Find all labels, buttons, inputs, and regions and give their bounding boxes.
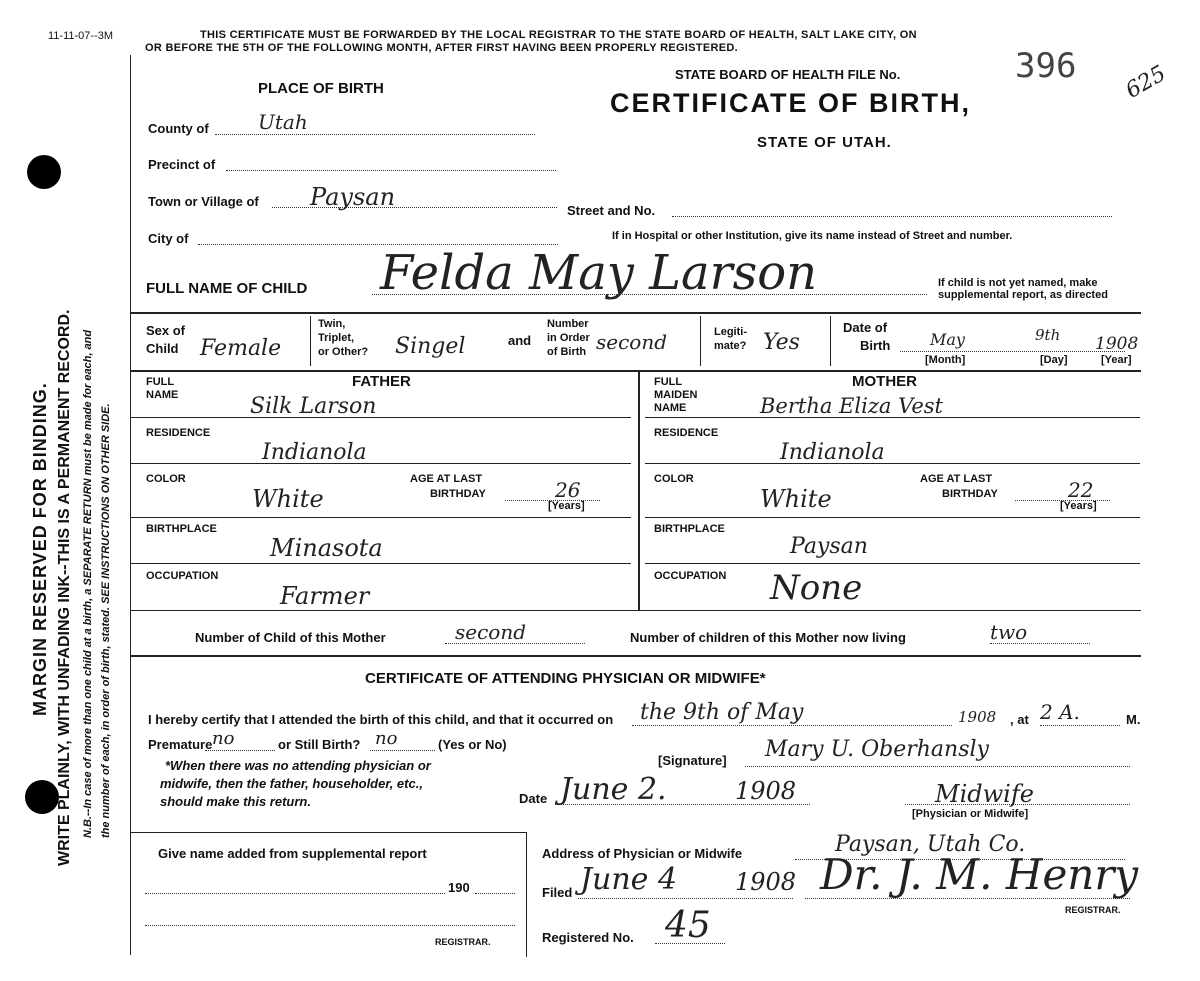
order-label-2: in Order <box>547 332 590 344</box>
father-birthplace: Minasota <box>270 534 383 562</box>
twin-label-1: Twin, <box>318 318 346 330</box>
mother-color: White <box>760 485 832 513</box>
corner-number: 625 <box>1121 61 1171 104</box>
mother-residence-label: RESIDENCE <box>654 427 719 439</box>
father-heading: FATHER <box>352 373 411 390</box>
birth-month: May <box>930 330 965 349</box>
year-caption: [Year] <box>1101 354 1132 366</box>
father-occupation: Farmer <box>280 582 370 610</box>
city-label: City of <box>148 231 189 246</box>
mother-occupation-label: OCCUPATION <box>654 570 727 582</box>
father-name: Silk Larson <box>250 394 377 419</box>
name-note-1: If child is not yet named, make <box>938 277 1098 289</box>
mother-full-label-1: FULL <box>654 376 683 388</box>
father-occupation-label: OCCUPATION <box>146 570 219 582</box>
top-notice-2: OR BEFORE THE 5TH OF THE FOLLOWING MONTH, AFTER FIRST HAVING BEEN PROPERLY REGISTERED. <box>145 42 738 54</box>
premature-value: no <box>212 728 235 749</box>
town-value: Paysan <box>310 183 396 211</box>
punch-hole-bottom <box>25 780 59 814</box>
county-value: Utah <box>258 110 308 134</box>
month-caption: [Month] <box>925 354 966 366</box>
note-line-1: *When there was no attending physician or <box>165 758 431 773</box>
twin-label-3: or Other? <box>318 346 369 358</box>
mother-name: Bertha Eliza Vest <box>760 394 943 418</box>
file-label: STATE BOARD OF HEALTH FILE No. <box>675 67 901 82</box>
sex-label-1: Sex of <box>146 323 186 338</box>
town-label: Town or Village of <box>148 194 259 209</box>
physician-heading: CERTIFICATE OF ATTENDING PHYSICIAN OR MIDWIFE* <box>365 670 766 687</box>
legit-label-1: Legiti- <box>714 326 747 338</box>
filed-year: 1908 <box>735 868 797 896</box>
punch-hole-top <box>27 155 61 189</box>
living-label: Number of children of this Mother now living <box>630 630 906 645</box>
certificate-title: CERTIFICATE OF BIRTH, <box>610 88 971 118</box>
mother-age-label-2: BIRTHDAY <box>942 488 998 500</box>
mother-residence: Indianola <box>780 440 885 465</box>
legit-value: Yes <box>763 330 800 355</box>
birth-time: 2 A. <box>1040 700 1080 724</box>
form-code: 11-11-07--3M <box>48 30 114 42</box>
place-heading: PLACE OF BIRTH <box>258 80 384 97</box>
stillbirth-value: no <box>375 728 398 749</box>
father-age: 26 <box>555 478 581 502</box>
filed-value: June 4 <box>580 862 678 897</box>
file-number: 396 <box>1015 46 1077 86</box>
supplemental-label: Give name added from supplemental report <box>158 846 427 861</box>
margin-note-2: the number of each, in order of birth, stated. SEE INSTRUCTIONS ON OTHER SIDE. <box>100 403 112 838</box>
street-label: Street and No. <box>567 203 656 218</box>
margin-permanent-text: WRITE PLAINLY, WITH UNFADING INK--THIS IS A PERMANENT RECORD. <box>56 309 73 866</box>
mother-color-label: COLOR <box>654 473 694 485</box>
child-name-value: Felda May Larson <box>380 245 818 301</box>
name-note-2: supplemental report, as directed <box>938 289 1108 301</box>
yesno-label: (Yes or No) <box>438 737 507 752</box>
living-value: two <box>990 620 1028 644</box>
legit-label-2: mate? <box>714 340 747 352</box>
order-label-1: Number <box>547 318 589 330</box>
mother-birthplace-label: BIRTHPLACE <box>654 523 725 535</box>
and-label: and <box>508 333 532 348</box>
order-label-3: of Birth <box>547 346 587 358</box>
premature-label: Premature <box>148 737 213 752</box>
twin-label-2: Triplet, <box>318 332 355 344</box>
twin-value: Singel <box>395 334 466 359</box>
birth-day: 9th <box>1035 326 1061 344</box>
birthdate-label-1: Date of <box>843 320 888 335</box>
registered-label: Registered No. <box>542 930 634 945</box>
registrar-signature: Dr. J. M. Henry <box>820 850 1139 899</box>
note-line-3: should make this return. <box>160 794 311 809</box>
supplemental-year: 190 <box>448 880 470 895</box>
margin-binding-text: MARGIN RESERVED FOR BINDING. <box>30 382 50 716</box>
filed-label: Filed <box>542 885 573 900</box>
sign-year-value: 1908 <box>735 777 797 805</box>
day-caption: [Day] <box>1040 354 1068 366</box>
father-full-label-2: NAME <box>146 389 179 401</box>
address-label: Address of Physician or Midwife <box>542 846 743 861</box>
sign-date-value: June 2. <box>560 772 667 807</box>
birth-occurred-date: the 9th of May <box>640 700 804 725</box>
mother-full-label-2: MAIDEN <box>654 389 698 401</box>
father-residence: Indianola <box>262 440 367 465</box>
stillbirth-label: or Still Birth? <box>278 737 361 752</box>
address-value: Paysan, Utah Co. <box>835 832 1026 857</box>
child-name-label: FULL NAME OF CHILD <box>146 280 308 297</box>
m-label: M. <box>1126 712 1141 727</box>
state-title: STATE OF UTAH. <box>757 134 892 151</box>
registrar-caption-right: REGISTRAR. <box>1065 905 1121 915</box>
signature-value: Mary U. Oberhansly <box>765 737 989 762</box>
registered-value: 45 <box>665 905 711 946</box>
father-age-label-2: BIRTHDAY <box>430 488 486 500</box>
child-number-label: Number of Child of this Mother <box>195 630 386 645</box>
mother-age-label-1: AGE AT LAST <box>920 473 993 485</box>
father-age-label-1: AGE AT LAST <box>410 473 483 485</box>
sign-date-label: Date <box>519 791 548 806</box>
mother-years-caption: [Years] <box>1060 500 1097 512</box>
father-color: White <box>252 485 324 513</box>
physician-title: Midwife <box>935 780 1034 808</box>
county-label: County of <box>148 121 209 136</box>
father-residence-label: RESIDENCE <box>146 427 211 439</box>
at-label: , at <box>1010 712 1029 727</box>
father-years-caption: [Years] <box>548 500 585 512</box>
mother-full-label-3: NAME <box>654 402 687 414</box>
top-notice-1: THIS CERTIFICATE MUST BE FORWARDED BY THE LOCAL REGISTRAR TO THE STATE BOARD OF HEALTH, SALT LAKE CITY, ON <box>200 29 917 41</box>
mother-heading: MOTHER <box>852 373 917 390</box>
sex-label-2: Child <box>146 341 179 356</box>
birth-year: 1908 <box>1095 334 1139 354</box>
mother-birthplace: Paysan <box>790 534 868 559</box>
left-border <box>130 55 131 955</box>
order-value: second <box>596 330 668 354</box>
father-color-label: COLOR <box>146 473 186 485</box>
father-birthplace-label: BIRTHPLACE <box>146 523 217 535</box>
birth-occurred-year: 1908 <box>958 708 997 726</box>
certify-text: I hereby certify that I attended the birth of this child, and that it occurred on <box>148 712 614 727</box>
sex-value: Female <box>200 336 282 361</box>
mother-occupation: None <box>770 568 863 608</box>
mother-age: 22 <box>1068 478 1094 502</box>
father-full-label-1: FULL <box>146 376 175 388</box>
hospital-note: If in Hospital or other Institution, give its name instead of Street and number. <box>612 230 1013 242</box>
signature-label: [Signature] <box>658 753 727 768</box>
margin-note-1: N.B.--In case of more than one child at a birth, a SEPARATE RETURN must be made for each, and <box>82 329 94 838</box>
birthdate-label-2: Birth <box>860 338 891 353</box>
child-number-value: second <box>455 620 527 644</box>
precinct-label: Precinct of <box>148 157 216 172</box>
registrar-caption-left: REGISTRAR. <box>435 937 491 947</box>
note-line-2: midwife, then the father, householder, etc., <box>160 776 423 791</box>
physician-title-caption: [Physician or Midwife] <box>912 808 1029 820</box>
